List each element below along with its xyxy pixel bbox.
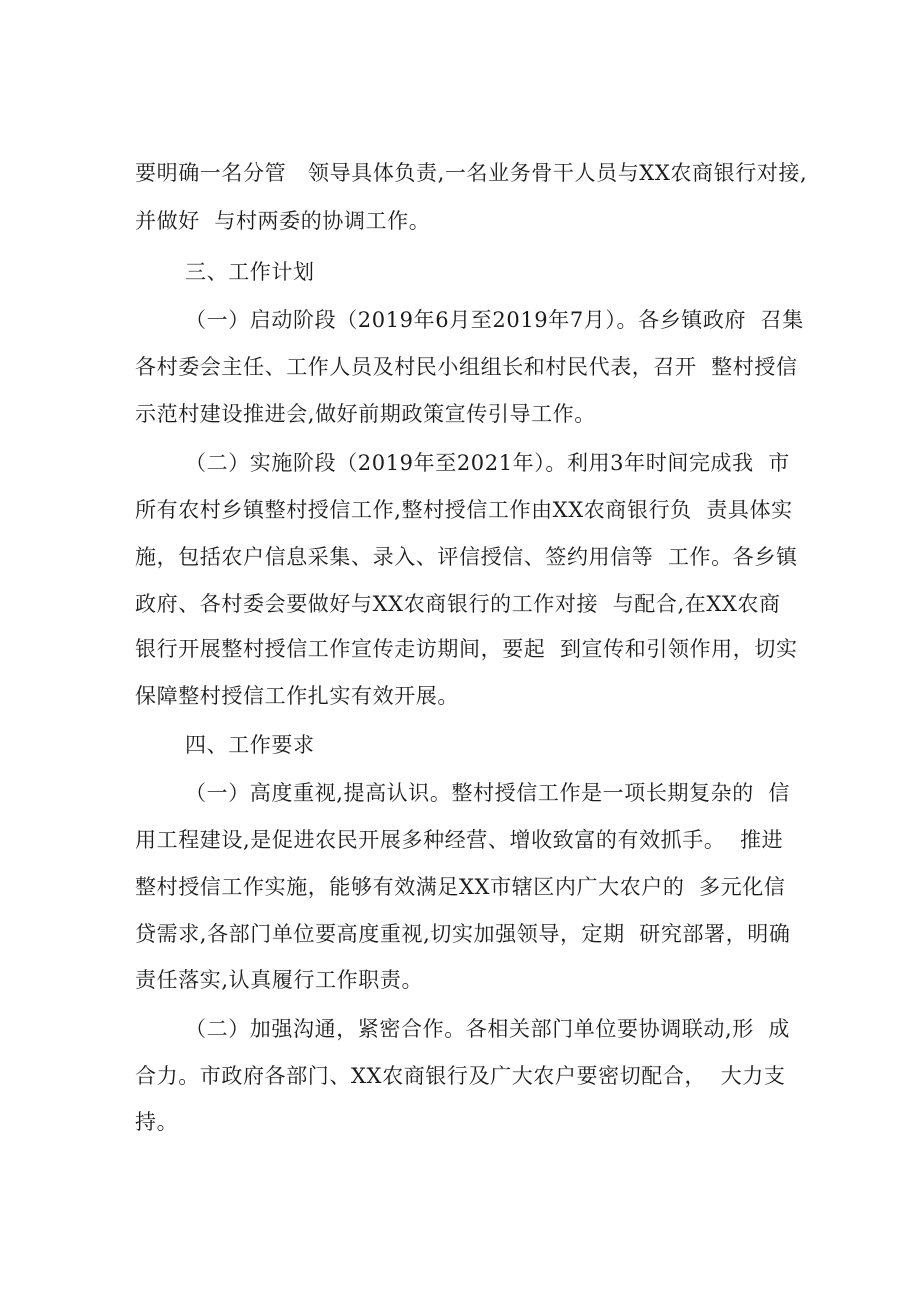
paragraph-line: 示范村建设推进会,做好前期政策宣传引导工作。 xyxy=(135,402,596,426)
paragraph-line: 各村委会主任、工作人员及村民小组组长和村民代表，召开 整村授信 xyxy=(135,355,798,379)
paragraph-line: 合力。市政府各部门、XX农商银行及广大农户要密切配合， 大力支 xyxy=(135,1064,786,1088)
paragraph-line: 要明确一名分管 领导具体负责,一名业务骨干人员与XX农商银行对接, xyxy=(135,161,808,185)
paragraph-line: 保障整村授信工作扎实有效开展。 xyxy=(135,684,459,708)
paragraph-line: （二）加强沟通，紧密合作。各相关部门单位要协调联动,形 成 xyxy=(185,1017,791,1041)
paragraph-line: （一）高度重视,提高认识。整村授信工作是一项长期复杂的 信 xyxy=(185,781,791,805)
section-heading-work-plan: 三、工作计划 xyxy=(185,260,315,284)
section-heading-work-requirements: 四、工作要求 xyxy=(185,733,315,757)
paragraph-line: 银行开展整村授信工作宣传走访期间，要起 到宣传和引领作用，切实 xyxy=(135,637,798,661)
paragraph-line: 整村授信工作实施，能够有效满足XX市辖区内广大农户的 多元化信 xyxy=(135,875,786,899)
paragraph-line: 施，包括农户信息采集、录入、评信授信、签约用信等 工作。各乡镇 xyxy=(135,545,798,569)
paragraph-line: 责任落实,认真履行工作职责。 xyxy=(135,968,424,992)
paragraph-line: 所有农村乡镇整村授信工作,整村授信工作由XX农商银行负 责具体实 xyxy=(135,498,793,522)
paragraph-line: 用工程建设,是促进农民开展多种经营、增收致富的有效抓手。 推进 xyxy=(135,828,784,852)
paragraph-line: （一）启动阶段（2019年6月至2019年7月）。各乡镇政府 召集 xyxy=(185,308,804,332)
paragraph-line: 并做好 与村两委的协调工作。 xyxy=(135,209,431,233)
paragraph-line: 持。 xyxy=(135,1110,179,1134)
paragraph-line: （二）实施阶段（2019年至2021年）。利用3年时间完成我 市 xyxy=(185,451,790,475)
paragraph-line: 贷需求,各部门单位要高度重视,切实加强领导，定期 研究部署，明确 xyxy=(135,922,791,946)
paragraph-line: 政府、各村委会要做好与XX农商银行的工作对接 与配合,在XX农商 xyxy=(135,592,781,616)
